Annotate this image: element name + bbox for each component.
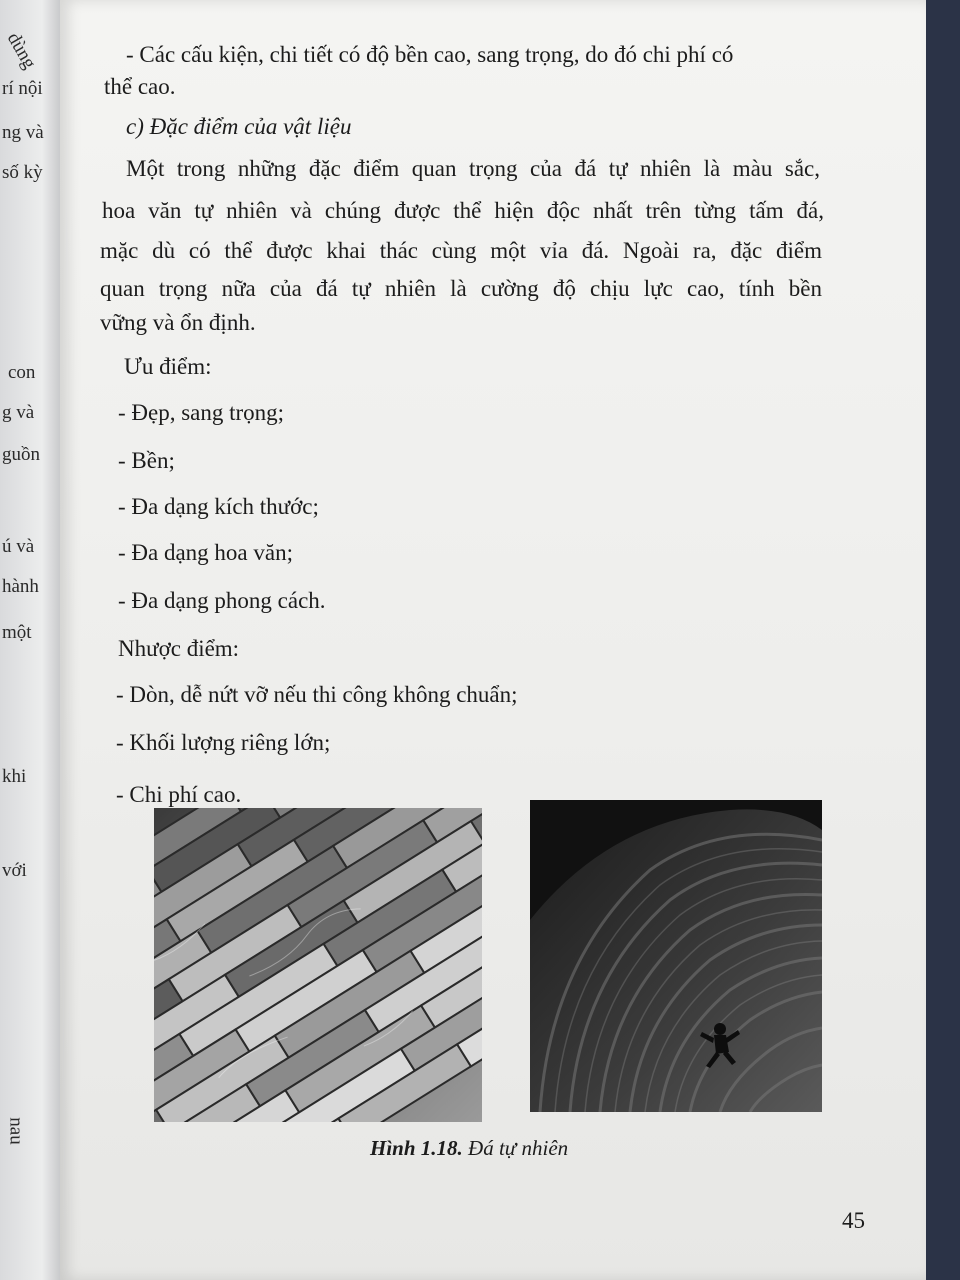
paragraph-line: vững và ổn định.: [100, 310, 256, 335]
body-line: - Các cấu kiện, chi tiết có độ bền cao, sang trọng, do đó chi phí có: [126, 42, 734, 67]
list-item: - Đẹp, sang trọng;: [118, 400, 285, 425]
left-page-fragment: số kỳ: [2, 162, 43, 183]
marble-floor-photo: [154, 808, 482, 1122]
list-item: - Khối lượng riêng lớn;: [116, 730, 331, 755]
left-page-fragment: con: [8, 362, 36, 383]
background-edge: [926, 0, 960, 1280]
section-heading: c) Đặc điểm của vật liệu: [126, 114, 352, 139]
left-page-fragment: g và: [2, 402, 35, 423]
wave-rock-photo: [530, 800, 822, 1112]
left-page-fragment: ng và: [2, 122, 44, 143]
left-page-fragment: dùng: [2, 29, 41, 73]
left-page-fragment: rí nội: [2, 78, 43, 99]
disadvantages-heading: Nhược điểm:: [118, 636, 240, 661]
marble-floor-image: [154, 808, 482, 1122]
wave-rock-image: [530, 800, 822, 1112]
figure-number: Hình 1.18.: [370, 1136, 463, 1160]
advantages-heading: Ưu điểm:: [124, 354, 212, 379]
list-item: - Dòn, dễ nứt vỡ nếu thi công không chuẩn;: [116, 682, 518, 707]
paragraph-line: Một trong những đặc điểm quan trọng của đá tự nhiên là màu sắc,: [126, 156, 820, 181]
figure-title: Đá tự nhiên: [468, 1136, 569, 1160]
left-page-fragment: hành: [2, 576, 39, 597]
body-line: thể cao.: [104, 74, 176, 99]
paragraph-line: quan trọng nữa của đá tự nhiên là cường độ chịu lực cao, tính bền: [100, 276, 822, 301]
list-item: - Bền;: [118, 448, 175, 473]
left-page-fragment: một: [2, 622, 32, 643]
list-item: - Đa dạng phong cách.: [118, 588, 326, 613]
left-page-edge: [0, 0, 60, 1280]
left-page-fragment: guồn: [2, 444, 40, 465]
list-item: - Đa dạng kích thước;: [118, 494, 319, 519]
figure-caption: [370, 1136, 568, 1161]
list-item: - Đa dạng hoa văn;: [118, 540, 293, 565]
left-page-fragment: khi: [2, 766, 27, 787]
paragraph-line: mặc dù có thể được khai thác cùng một vỉa đá. Ngoài ra, đặc điểm: [100, 238, 822, 263]
left-page-fragment: nau: [5, 1117, 27, 1145]
page-number: 45: [842, 1208, 865, 1233]
left-page-fragment: ú và: [2, 536, 35, 557]
list-item: - Chi phí cao.: [116, 782, 242, 807]
paragraph-line: hoa văn tự nhiên và chúng được thể hiện độc nhất trên từng tấm đá,: [102, 198, 824, 223]
left-page-fragment: với: [2, 860, 27, 881]
